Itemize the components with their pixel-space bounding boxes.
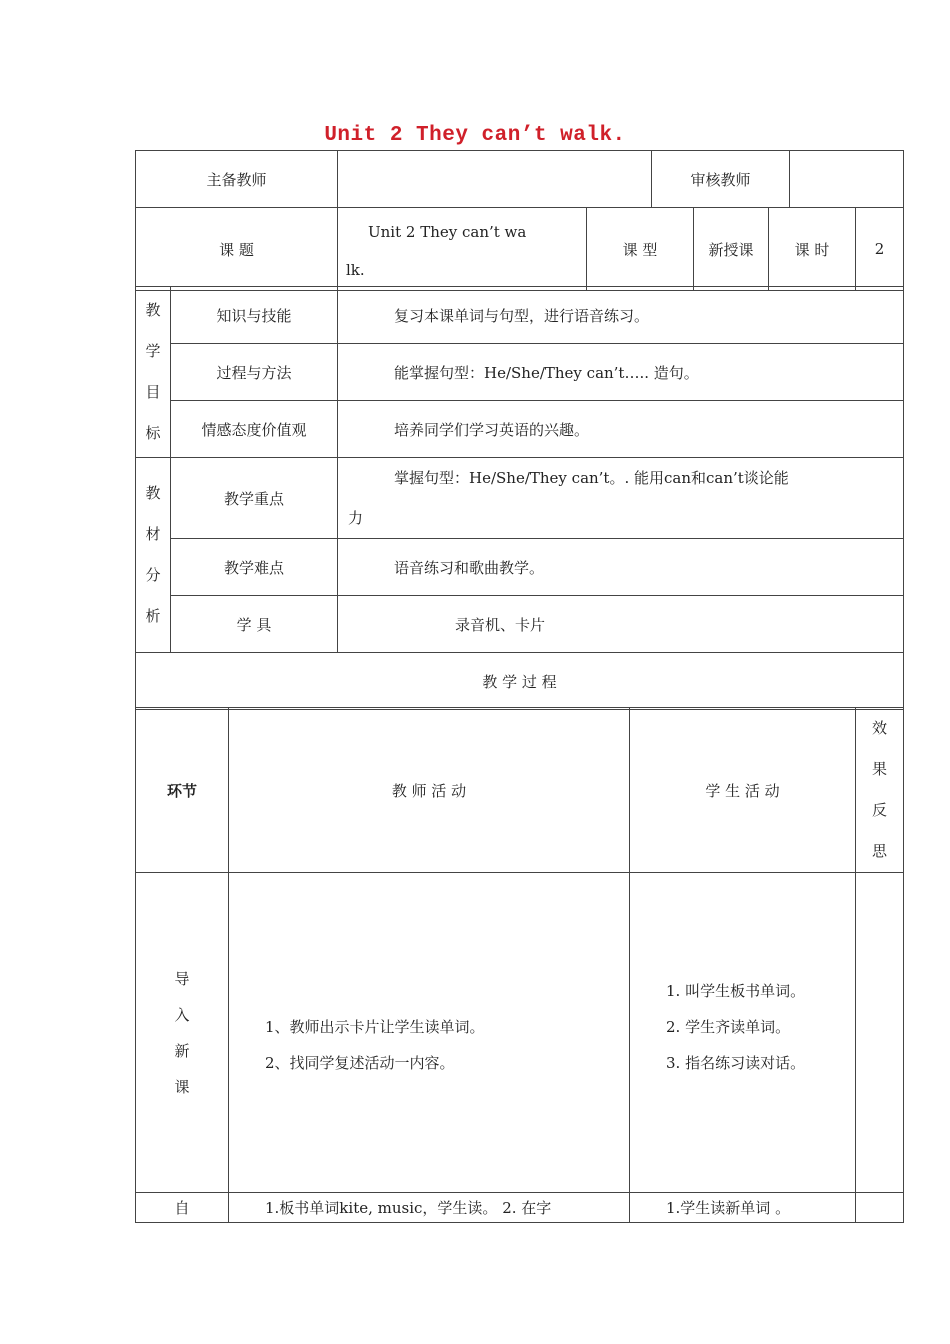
col-teacher-header: 教 师 活 动: [229, 708, 630, 873]
feedback-char: 反: [871, 801, 887, 819]
goals-char: 目: [145, 383, 161, 401]
difficulty-label: 教学难点: [171, 539, 338, 596]
goals-char: 教: [145, 301, 161, 319]
process-table: [135, 707, 904, 1223]
student-activity-item: 3. 指名练习读对话。: [666, 1053, 806, 1072]
key-point-label: 教学重点: [171, 458, 338, 539]
student-activity-item: 2. 学生齐读单词。: [666, 1017, 791, 1036]
periods-label: 课 时: [769, 208, 856, 291]
teacher-activities-intro: [229, 873, 630, 1193]
teacher-activity-item: 1、教师出示卡片让学生读单词。: [265, 1017, 485, 1036]
stage-self: 自: [136, 1193, 229, 1223]
topic-label: 课 题: [136, 208, 338, 291]
lead-teacher-value: [338, 151, 652, 208]
topic-value: [338, 208, 587, 291]
stage-intro: [136, 873, 229, 1193]
analysis-char: 分: [145, 566, 161, 584]
col-feedback-header: [856, 708, 904, 873]
difficulty-value: 语音练习和歌曲教学。: [338, 539, 904, 596]
feedback-char: 思: [871, 842, 887, 860]
col-student-header: 学 生 活 动: [630, 708, 856, 873]
goals-table: [135, 286, 904, 710]
key-point-line2: 力: [348, 509, 364, 527]
tools-label: 学 具: [171, 596, 338, 653]
tools-value: 录音机、卡片: [338, 596, 904, 653]
document-title: Unit 2 They can’t walk.: [324, 124, 626, 147]
topic-value-line2: lk.: [346, 261, 365, 279]
stage-char: 课: [174, 1077, 190, 1096]
analysis-char: 析: [145, 607, 161, 625]
feedback-char: 效: [871, 719, 887, 737]
goal-process-label: 过程与方法: [171, 344, 338, 401]
student-activity-item: 1. 叫学生板书单词。: [666, 981, 806, 1000]
periods-value: 2: [856, 208, 904, 291]
process-heading: 教 学 过 程: [136, 653, 904, 710]
stage-char: 入: [174, 1005, 190, 1024]
feedback-char: 果: [871, 760, 887, 778]
key-point-value: [338, 458, 904, 539]
analysis-section-label: [136, 458, 171, 653]
teacher-activity-item: 2、找同学复述活动一内容。: [265, 1053, 455, 1072]
goal-attitude-label: 情感态度价值观: [171, 401, 338, 458]
student-activities-intro: [630, 873, 856, 1193]
stage-char: 导: [174, 969, 190, 988]
key-point-line1: 掌握句型：He/She/They can’t。. 能用can和can’t谈论能: [394, 469, 789, 487]
goal-knowledge-value: 复习本课单词与句型，进行语音练习。: [338, 287, 904, 344]
goals-char: 学: [145, 342, 161, 360]
goal-process-value: 能掌握句型：He/She/They can’t….. 造句。: [338, 344, 904, 401]
student-activity-self: 1.学生读新单词 。: [630, 1193, 856, 1223]
col-stage-header: 环节: [136, 708, 229, 873]
lesson-type-label: 课 型: [587, 208, 694, 291]
review-teacher-label: 审核教师: [652, 151, 790, 208]
feedback-intro: [856, 873, 904, 1193]
analysis-char: 材: [145, 525, 161, 543]
goals-section-label: [136, 287, 171, 458]
feedback-self: [856, 1193, 904, 1223]
review-teacher-value: [790, 151, 904, 208]
goal-attitude-value: 培养同学们学习英语的兴趣。: [338, 401, 904, 458]
goals-char: 标: [145, 424, 161, 442]
topic-value-line1: Unit 2 They can’t wa: [368, 223, 527, 241]
teacher-activity-self: 1.板书单词kite, music，学生读。 2. 在字: [229, 1193, 630, 1223]
info-table-topic: [135, 207, 904, 291]
stage-char: 新: [174, 1041, 190, 1060]
info-table-top: [135, 150, 904, 208]
lead-teacher-label: 主备教师: [136, 151, 338, 208]
analysis-char: 教: [145, 484, 161, 502]
lesson-type-value: 新授课: [694, 208, 769, 291]
goal-knowledge-label: 知识与技能: [171, 287, 338, 344]
